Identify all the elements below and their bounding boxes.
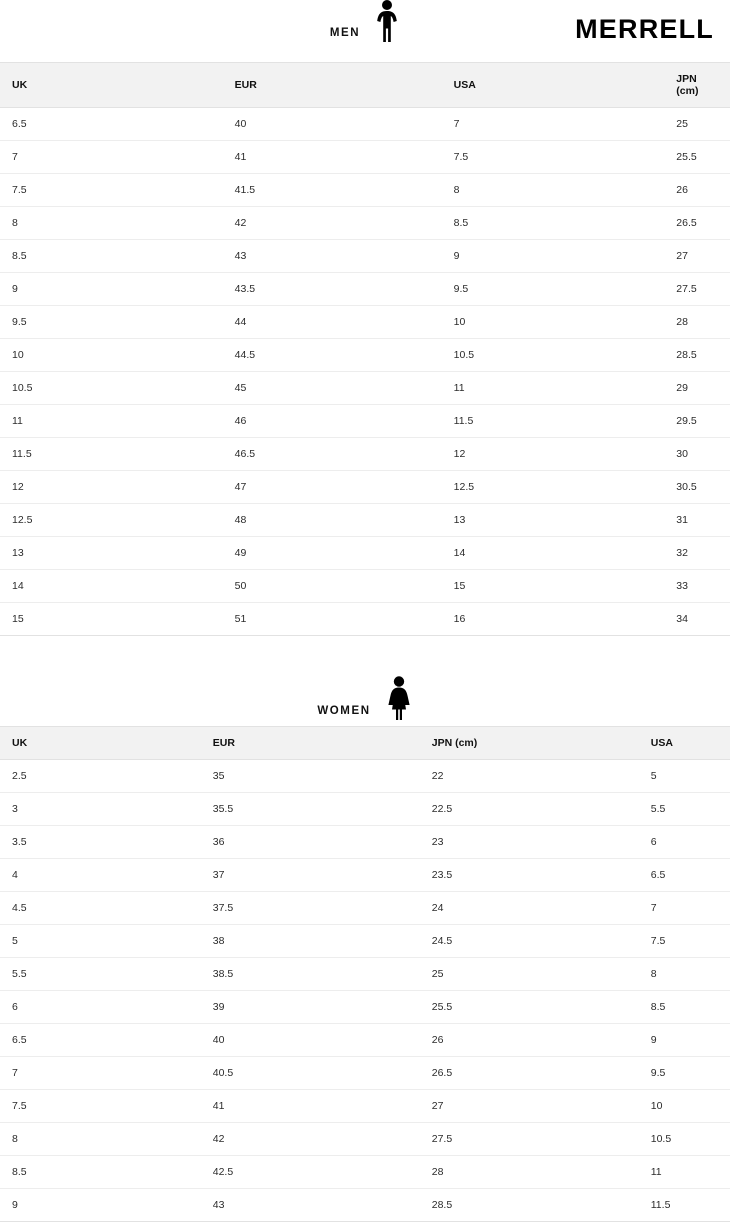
cell: 12 xyxy=(0,471,223,504)
cell: 8 xyxy=(442,174,665,207)
cell: 28.5 xyxy=(664,339,730,372)
cell: 41.5 xyxy=(223,174,442,207)
cell: 7.5 xyxy=(0,174,223,207)
cell: 15 xyxy=(442,570,665,603)
cell: 4.5 xyxy=(0,892,201,925)
cell: 42 xyxy=(201,1123,420,1156)
cell: 40 xyxy=(223,108,442,141)
cell: 7 xyxy=(0,1057,201,1090)
cell: 42 xyxy=(223,207,442,240)
column-header: EUR xyxy=(223,63,442,108)
cell: 28 xyxy=(420,1156,639,1189)
cell: 30 xyxy=(664,438,730,471)
cell: 39 xyxy=(201,991,420,1024)
cell: 43.5 xyxy=(223,273,442,306)
women-size-table xyxy=(0,726,730,1222)
table-row xyxy=(0,892,730,925)
table-row xyxy=(0,925,730,958)
cell: 42.5 xyxy=(201,1156,420,1189)
cell: 8 xyxy=(0,207,223,240)
section-divider-space xyxy=(0,636,730,670)
table-row xyxy=(0,1189,730,1222)
cell: 5.5 xyxy=(639,793,730,826)
table-row xyxy=(0,438,730,471)
cell: 23 xyxy=(420,826,639,859)
cell: 9 xyxy=(639,1024,730,1057)
cell: 7 xyxy=(442,108,665,141)
cell: 16 xyxy=(442,603,665,636)
cell: 10 xyxy=(639,1090,730,1123)
cell: 12 xyxy=(442,438,665,471)
table-header-row xyxy=(0,727,730,760)
table-row xyxy=(0,1024,730,1057)
cell: 22 xyxy=(420,760,639,793)
cell: 22.5 xyxy=(420,793,639,826)
cell: 34 xyxy=(664,603,730,636)
men-size-table xyxy=(0,62,730,636)
cell: 6.5 xyxy=(0,108,223,141)
cell: 15 xyxy=(0,603,223,636)
cell: 8 xyxy=(639,958,730,991)
cell: 11 xyxy=(442,372,665,405)
cell: 5.5 xyxy=(0,958,201,991)
cell: 4 xyxy=(0,859,201,892)
cell: 28.5 xyxy=(420,1189,639,1222)
cell: 14 xyxy=(442,537,665,570)
cell: 10 xyxy=(0,339,223,372)
cell: 33 xyxy=(664,570,730,603)
column-header: JPN (cm) xyxy=(664,63,730,108)
cell: 25.5 xyxy=(420,991,639,1024)
cell: 8.5 xyxy=(0,240,223,273)
cell: 47 xyxy=(223,471,442,504)
cell: 27 xyxy=(664,240,730,273)
cell: 9.5 xyxy=(0,306,223,339)
cell: 44 xyxy=(223,306,442,339)
cell: 44.5 xyxy=(223,339,442,372)
table-row xyxy=(0,273,730,306)
cell: 8 xyxy=(0,1123,201,1156)
cell: 11.5 xyxy=(639,1189,730,1222)
cell: 9 xyxy=(0,1189,201,1222)
column-header: USA xyxy=(639,727,730,760)
table-row xyxy=(0,603,730,636)
cell: 29 xyxy=(664,372,730,405)
table-row xyxy=(0,991,730,1024)
cell: 35 xyxy=(201,760,420,793)
table-row xyxy=(0,207,730,240)
cell: 36 xyxy=(201,826,420,859)
cell: 9.5 xyxy=(442,273,665,306)
cell: 7.5 xyxy=(639,925,730,958)
cell: 9 xyxy=(0,273,223,306)
cell: 41 xyxy=(201,1090,420,1123)
cell: 29.5 xyxy=(664,405,730,438)
cell: 40.5 xyxy=(201,1057,420,1090)
table-row xyxy=(0,760,730,793)
cell: 26.5 xyxy=(420,1057,639,1090)
cell: 3 xyxy=(0,793,201,826)
cell: 51 xyxy=(223,603,442,636)
table-row xyxy=(0,793,730,826)
column-header: UK xyxy=(0,63,223,108)
table-row xyxy=(0,504,730,537)
cell: 5 xyxy=(639,760,730,793)
cell: 8.5 xyxy=(639,991,730,1024)
table-row xyxy=(0,1123,730,1156)
cell: 13 xyxy=(0,537,223,570)
cell: 11 xyxy=(639,1156,730,1189)
column-header: JPN (cm) xyxy=(420,727,639,760)
cell: 38.5 xyxy=(201,958,420,991)
table-row xyxy=(0,958,730,991)
cell: 11 xyxy=(0,405,223,438)
table-row xyxy=(0,174,730,207)
table-row xyxy=(0,826,730,859)
table-row xyxy=(0,141,730,174)
cell: 31 xyxy=(664,504,730,537)
cell: 25.5 xyxy=(664,141,730,174)
cell: 11.5 xyxy=(442,405,665,438)
cell: 40 xyxy=(201,1024,420,1057)
women-section-heading xyxy=(0,670,730,726)
cell: 10.5 xyxy=(0,372,223,405)
cell: 10 xyxy=(442,306,665,339)
cell: 11.5 xyxy=(0,438,223,471)
table-row xyxy=(0,372,730,405)
cell: 25 xyxy=(664,108,730,141)
cell: 37.5 xyxy=(201,892,420,925)
cell: 7.5 xyxy=(0,1090,201,1123)
table-row xyxy=(0,570,730,603)
cell: 14 xyxy=(0,570,223,603)
table-row xyxy=(0,1057,730,1090)
table-row xyxy=(0,1156,730,1189)
cell: 26 xyxy=(664,174,730,207)
column-header: EUR xyxy=(201,727,420,760)
cell: 43 xyxy=(223,240,442,273)
cell: 49 xyxy=(223,537,442,570)
cell: 46.5 xyxy=(223,438,442,471)
cell: 8.5 xyxy=(0,1156,201,1189)
cell: 45 xyxy=(223,372,442,405)
cell: 48 xyxy=(223,504,442,537)
female-figure-icon xyxy=(385,675,413,726)
cell: 27.5 xyxy=(420,1123,639,1156)
table-row xyxy=(0,108,730,141)
table-row xyxy=(0,471,730,504)
cell: 3.5 xyxy=(0,826,201,859)
cell: 25 xyxy=(420,958,639,991)
cell: 9 xyxy=(442,240,665,273)
cell: 37 xyxy=(201,859,420,892)
cell: 8.5 xyxy=(442,207,665,240)
male-figure-icon xyxy=(374,0,400,48)
cell: 50 xyxy=(223,570,442,603)
cell: 6 xyxy=(639,826,730,859)
cell: 6 xyxy=(0,991,201,1024)
cell: 26.5 xyxy=(664,207,730,240)
cell: 28 xyxy=(664,306,730,339)
cell: 27 xyxy=(420,1090,639,1123)
cell: 6.5 xyxy=(639,859,730,892)
cell: 5 xyxy=(0,925,201,958)
column-header: USA xyxy=(442,63,665,108)
cell: 2.5 xyxy=(0,760,201,793)
cell: 32 xyxy=(664,537,730,570)
cell: 12.5 xyxy=(0,504,223,537)
cell: 12.5 xyxy=(442,471,665,504)
cell: 30.5 xyxy=(664,471,730,504)
cell: 7 xyxy=(0,141,223,174)
cell: 26 xyxy=(420,1024,639,1057)
men-section-label: MEN xyxy=(329,27,361,39)
brand-header xyxy=(0,0,730,62)
cell: 10.5 xyxy=(639,1123,730,1156)
column-header: UK xyxy=(0,727,201,760)
table-row xyxy=(0,537,730,570)
table-row xyxy=(0,306,730,339)
cell: 23.5 xyxy=(420,859,639,892)
cell: 24 xyxy=(420,892,639,925)
cell: 9.5 xyxy=(639,1057,730,1090)
cell: 7.5 xyxy=(442,141,665,174)
cell: 10.5 xyxy=(442,339,665,372)
table-row xyxy=(0,240,730,273)
cell: 13 xyxy=(442,504,665,537)
table-header-row xyxy=(0,63,730,108)
cell: 35.5 xyxy=(201,793,420,826)
table-row xyxy=(0,1090,730,1123)
table-row xyxy=(0,339,730,372)
cell: 27.5 xyxy=(664,273,730,306)
table-row xyxy=(0,405,730,438)
cell: 6.5 xyxy=(0,1024,201,1057)
cell: 38 xyxy=(201,925,420,958)
cell: 41 xyxy=(223,141,442,174)
table-row xyxy=(0,859,730,892)
merrell-logo: MERRELL xyxy=(575,14,714,44)
cell: 24.5 xyxy=(420,925,639,958)
cell: 46 xyxy=(223,405,442,438)
cell: 7 xyxy=(639,892,730,925)
cell: 43 xyxy=(201,1189,420,1222)
women-section-label: WOMEN xyxy=(317,705,371,717)
